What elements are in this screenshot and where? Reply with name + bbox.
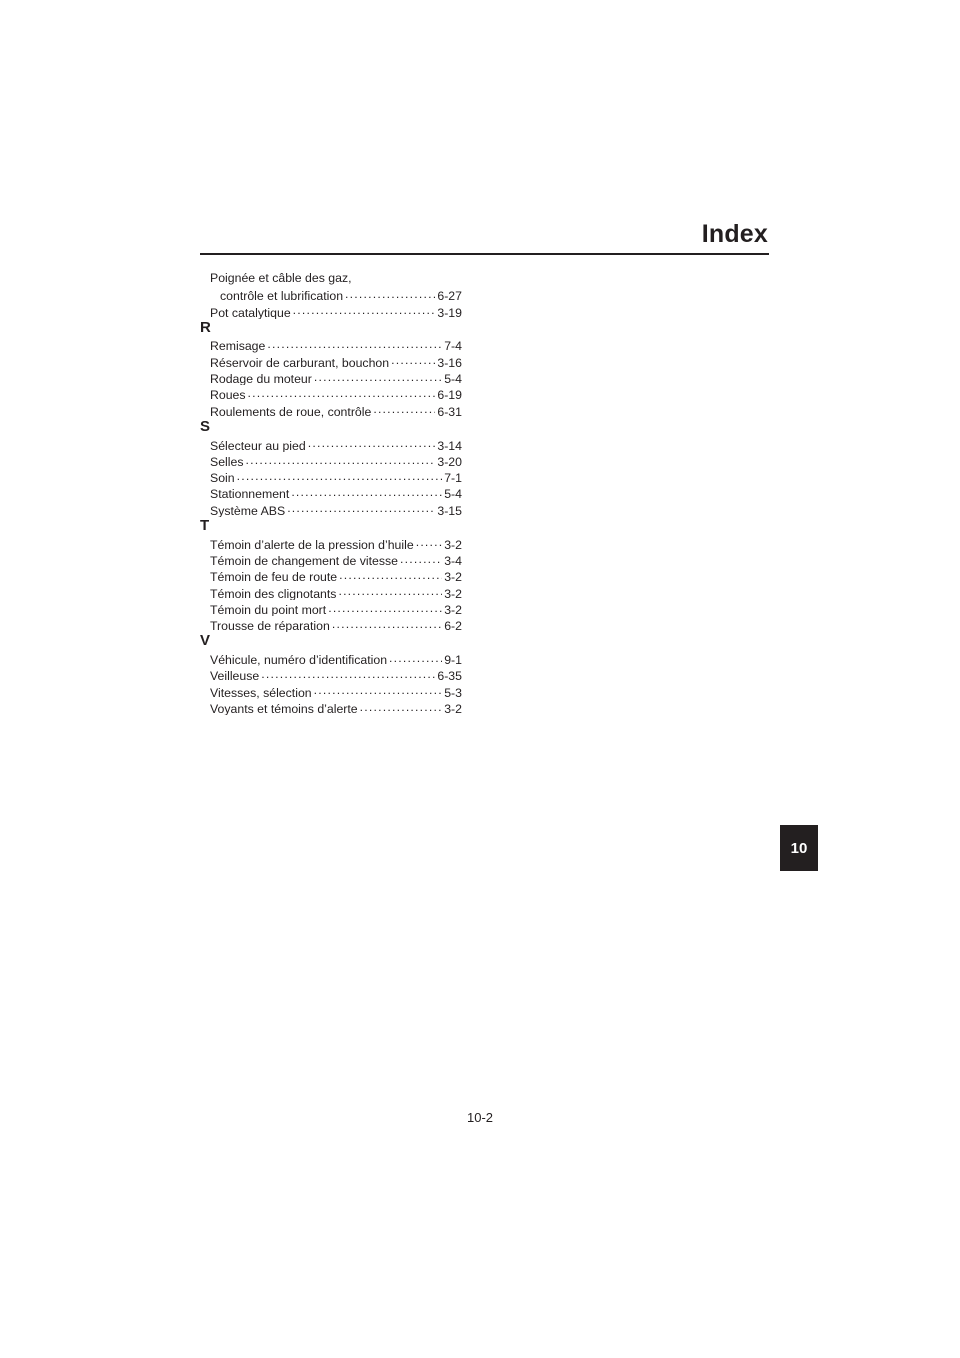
index-entry-page: 9-1: [444, 653, 462, 667]
index-entry: [200, 402, 462, 418]
index-entry-label: Sélecteur au pied: [210, 438, 306, 452]
index-entry-page: 5-4: [444, 372, 462, 386]
index-entry-label: Veilleuse: [210, 669, 260, 683]
dot-leader: [332, 616, 442, 630]
index-entry-label: Soin: [210, 471, 235, 485]
dot-leader: [267, 336, 442, 350]
index-entry: [200, 270, 462, 286]
index-entry-label: Réservoir de carburant, bouchon: [210, 355, 390, 370]
index-entry-label: Roulements de roue, contrôle: [210, 404, 372, 418]
index-letter-heading: R: [200, 318, 211, 336]
index-entry: [200, 699, 462, 715]
index-entry: [200, 501, 462, 517]
index-letter-heading: T: [200, 517, 210, 535]
index-entry: [200, 584, 462, 600]
index-entry-page: 6-19: [437, 388, 462, 402]
index-entry-page: 6-2: [444, 619, 462, 633]
index-entry: [200, 650, 462, 666]
index-entry-label: Véhicule, numéro d’identification: [210, 653, 388, 667]
index-letter-heading: V: [200, 632, 211, 650]
index-entry-label: Voyants et témoins d’alerte: [210, 701, 358, 716]
index-entry-page: 7-1: [444, 471, 462, 485]
dot-leader: [246, 452, 436, 466]
index-entry-page: 3-2: [444, 537, 462, 551]
dot-leader: [248, 385, 436, 399]
index-entry-page: 3-2: [444, 701, 462, 716]
index-entry-page: 5-3: [444, 685, 462, 699]
index-entry-label: Rodage du moteur: [210, 372, 312, 386]
index-entry-label: Témoin d’alerte de la pression d’huile: [210, 537, 414, 551]
dot-leader: [314, 369, 442, 383]
index-entry-label: Stationnement: [210, 487, 290, 501]
dot-leader: [345, 286, 435, 300]
index-entry-label: Témoin des clignotants: [210, 586, 337, 600]
index-entry-page: 3-14: [437, 438, 462, 452]
dot-leader: [308, 436, 436, 450]
index-entry-page: 3-16: [437, 355, 462, 370]
index-entry: [200, 616, 462, 632]
index-entry-page: 7-4: [444, 339, 462, 353]
index-entry-page: 3-2: [444, 570, 462, 584]
index-entry-page: 5-4: [444, 487, 462, 501]
index-entry-page: 6-31: [437, 404, 462, 418]
index-letter-heading: S: [200, 417, 211, 435]
index-entry-label: Poignée et câble des gaz,: [210, 271, 352, 285]
dot-leader: [291, 484, 442, 498]
index-entry-page: 6-27: [437, 289, 462, 303]
page-title: Index: [701, 220, 768, 248]
index-entry-label: Vitesses, sélection: [210, 685, 312, 699]
dot-leader: [287, 501, 435, 515]
index-entry: [200, 436, 462, 452]
index-entry: [200, 286, 462, 302]
index-entry-page: 3-20: [437, 454, 462, 469]
dot-leader: [389, 650, 442, 664]
index-entry: [200, 683, 462, 699]
index-entry: [200, 535, 462, 551]
index-entry: [200, 303, 462, 319]
index-entry: [200, 484, 462, 500]
index-entry-page: 3-4: [444, 553, 462, 568]
index-entry: [200, 567, 462, 583]
dot-leader: [328, 600, 442, 614]
dot-leader: [391, 353, 435, 367]
dot-leader: [314, 683, 443, 697]
dot-leader: [293, 303, 436, 317]
index-entry-label: Témoin de changement de vitesse: [210, 553, 398, 568]
index-entry-label: Témoin du point mort: [210, 602, 327, 617]
index-entry: [200, 600, 462, 616]
dot-leader: [373, 402, 435, 416]
dot-leader: [261, 666, 435, 680]
index-entry: [200, 468, 462, 484]
index-entry: [200, 452, 462, 468]
index-entry: [200, 353, 462, 369]
dot-leader: [339, 567, 442, 581]
page-number: 10-2: [466, 1110, 494, 1125]
index-entry-label: contrôle et lubrification: [220, 289, 344, 303]
index-entry-label: Pot catalytique: [210, 305, 291, 319]
index-entry-page: 3-2: [444, 586, 462, 600]
index-entry-label: Roues: [210, 388, 246, 402]
index-entry-label: Selles: [210, 454, 244, 469]
index-entry-label: Remisage: [210, 339, 266, 353]
index-entry-label: Système ABS: [210, 503, 286, 518]
index-entry-page: 3-15: [437, 503, 462, 518]
dot-leader: [416, 535, 443, 549]
dot-leader: [237, 468, 443, 482]
dot-leader: [400, 551, 442, 565]
index-entry-page: 3-2: [444, 602, 462, 617]
index-entry-label: Trousse de réparation: [210, 619, 330, 633]
index-entry-label: Témoin de feu de route: [210, 570, 338, 584]
index-entry: [200, 385, 462, 401]
index-entry: [200, 551, 462, 567]
dot-leader: [360, 699, 443, 713]
index-entry-page: 6-35: [437, 669, 462, 683]
index-entry-page: 3-19: [437, 305, 462, 319]
header-divider: [200, 253, 769, 255]
dot-leader: [338, 584, 442, 598]
index-entry: [200, 666, 462, 682]
index-column: [200, 270, 462, 715]
chapter-tab: 10: [780, 825, 818, 871]
index-entry: [200, 336, 462, 352]
index-entry: [200, 369, 462, 385]
